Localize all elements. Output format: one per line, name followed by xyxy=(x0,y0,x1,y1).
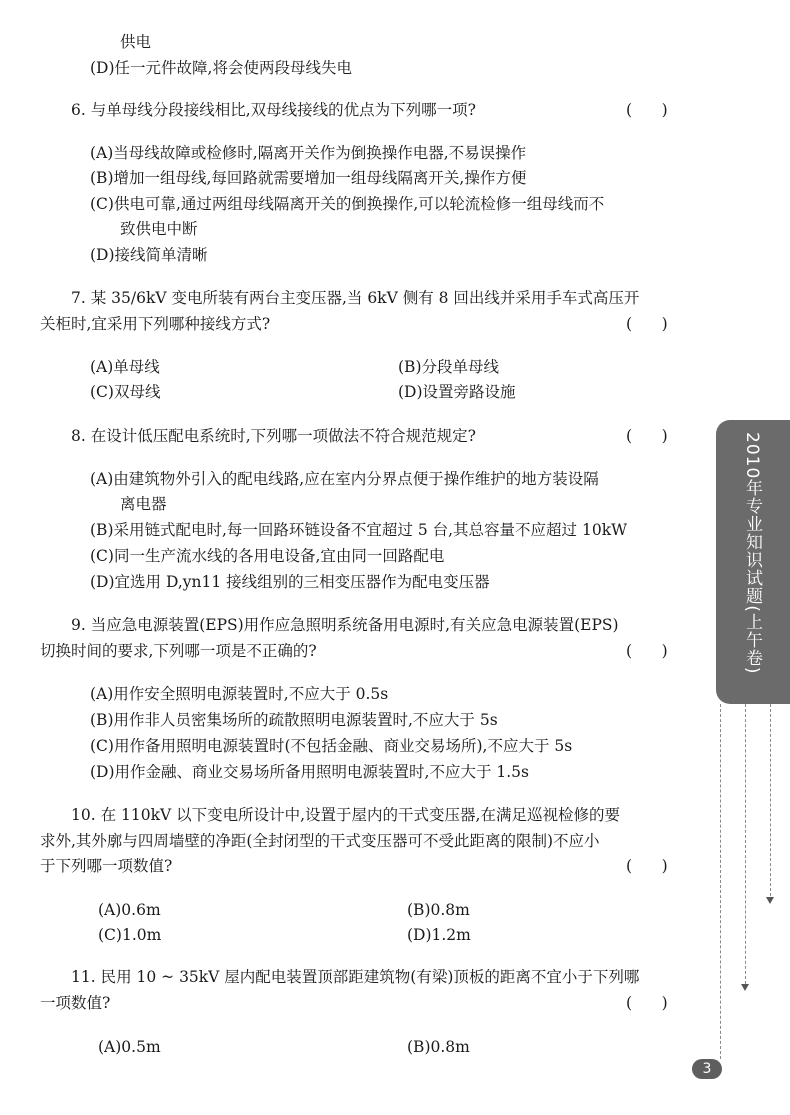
guide-line xyxy=(720,704,721,1059)
question-7-cont: 关柜时,宜采用下列哪种接线方式? xyxy=(40,315,271,333)
answer-blank: ( ) xyxy=(626,101,668,119)
question-11-cont: 一项数值? xyxy=(40,994,111,1012)
question-10-cont: 求外,其外廓与四周墙壁的净距(全封闭型的干式变压器可不受此距离的限制)不应小 xyxy=(40,832,600,850)
option-d: (D)用作金融、商业交易场所备用照明电源装置时,不应大于 1.5s xyxy=(90,763,529,781)
question-6: 6. 与单母线分段接线相比,双母线接线的优点为下列哪一项? xyxy=(71,101,476,119)
option-a: (A)用作安全照明电源装置时,不应大于 0.5s xyxy=(90,685,389,703)
option-c: (C)供电可靠,通过两组母线隔离开关的倒换操作,可以轮流检修一组母线而不 xyxy=(90,195,605,213)
option-a-cont: 离电器 xyxy=(120,495,167,513)
option-d: (D)接线简单清晰 xyxy=(90,246,208,264)
option-b: (B)0.8m xyxy=(407,901,470,919)
option-d: (D)任一元件故障,将会使两段母线失电 xyxy=(90,59,352,77)
option-a: (A)0.5m xyxy=(98,1038,161,1056)
option-c: (C)同一生产流水线的各用电设备,宜由同一回路配电 xyxy=(90,547,445,565)
option-b: (B)0.8m xyxy=(407,1038,470,1056)
option-d: (D)设置旁路设施 xyxy=(398,383,516,401)
option-c: (C)双母线 xyxy=(90,383,161,401)
option-c: (C)1.0m xyxy=(98,926,162,944)
text-line: 供电 xyxy=(120,33,152,51)
answer-blank: ( ) xyxy=(626,315,668,333)
option-a: (A)当母线故障或检修时,隔离开关作为倒换操作电器,不易误操作 xyxy=(90,144,527,162)
answer-blank: ( ) xyxy=(626,857,668,875)
option-a: (A)由建筑物外引入的配电线路,应在室内分界点便于操作维护的地方装设隔 xyxy=(90,470,599,488)
option-d: (D)宜选用 D,yn11 接线组别的三相变压器作为配电变压器 xyxy=(90,573,490,591)
question-10-cont: 于下列哪一项数值? xyxy=(40,857,173,875)
question-7: 7. 某 35/6kV 变电所装有两台主变压器,当 6kV 侧有 8 回出线并采用手车式高压开 xyxy=(71,289,640,307)
question-8: 8. 在设计低压配电系统时,下列哪一项做法不符合规范规定? xyxy=(71,427,476,445)
option-b: (B)用作非人员密集场所的疏散照明电源装置时,不应大于 5s xyxy=(90,711,498,729)
answer-blank: ( ) xyxy=(626,642,668,660)
question-9: 9. 当应急电源装置(EPS)用作应急照明系统备用电源时,有关应急电源装置(EPS) xyxy=(71,616,619,634)
page-number-badge: 3 xyxy=(692,1059,722,1079)
option-a: (A)单母线 xyxy=(90,358,160,376)
guide-line xyxy=(770,704,771,896)
guide-line xyxy=(745,704,746,984)
option-c: (C)用作备用照明电源装置时(不包括金融、商业交易场所),不应大于 5s xyxy=(90,737,573,755)
option-b: (B)增加一组母线,每回路就需要增加一组母线隔离开关,操作方便 xyxy=(90,169,527,187)
section-side-tab-label: 2010年专业知识试题(上午卷) xyxy=(742,432,762,675)
option-b: (B)分段单母线 xyxy=(398,358,499,376)
question-11: 11. 民用 10 ~ 35kV 屋内配电装置顶部距建筑物(有梁)顶板的距离不宜小于下列哪 xyxy=(71,968,640,986)
arrow-down-icon xyxy=(741,984,749,991)
option-c-cont: 致供电中断 xyxy=(120,220,198,238)
option-b: (B)采用链式配电时,每一回路环链设备不宜超过 5 台,其总容量不应超过 10kW xyxy=(90,521,628,539)
answer-blank: ( ) xyxy=(626,427,668,445)
question-9-cont: 切换时间的要求,下列哪一项是不正确的? xyxy=(40,642,317,660)
option-a: (A)0.6m xyxy=(98,901,161,919)
question-10: 10. 在 110kV 以下变电所设计中,设置于屋内的干式变压器,在满足巡视检修的要 xyxy=(71,806,620,824)
answer-blank: ( ) xyxy=(626,994,668,1012)
arrow-down-icon xyxy=(766,897,774,904)
option-d: (D)1.2m xyxy=(407,926,471,944)
